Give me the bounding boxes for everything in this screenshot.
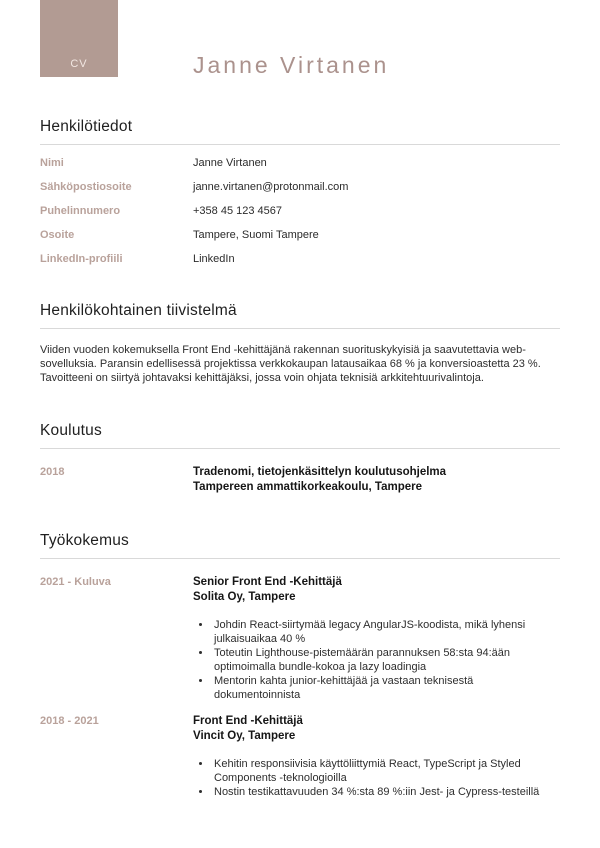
field-label: Nimi xyxy=(40,157,64,169)
education-entry-body xyxy=(193,465,560,495)
education-school: Tampereen ammattikorkeakoulu, Tampere xyxy=(193,481,423,493)
field-value: Janne Virtanen xyxy=(193,157,267,169)
cv-badge-label: CV xyxy=(70,58,88,70)
experience-bullet: • Kehitin responsiivisia käyttöliittymiä React, TypeScript ja Styled Components -teknologioilla xyxy=(212,757,560,785)
personal-info-list xyxy=(40,157,560,265)
section-personal xyxy=(40,118,560,265)
info-row-address xyxy=(40,229,560,241)
section-title-summary: Henkilökohtainen tiivistelmä xyxy=(40,302,237,319)
section-education xyxy=(40,422,560,495)
experience-bullet: • Mentorin kahta junior-kehittäjää ja vastaan teknisestä dokumentoinnista xyxy=(212,674,560,702)
experience-period: 2018 - 2021 xyxy=(40,715,99,727)
divider xyxy=(40,558,560,559)
experience-bullet: • Toteutin Lighthouse-pistemäärän parannuksen 58:sta 94:ään optimoimalla bundle-kokoa ja lazy loadingia xyxy=(212,646,560,674)
info-row-phone xyxy=(40,205,560,217)
field-value: +358 45 123 4567 xyxy=(193,205,283,217)
section-experience xyxy=(40,532,560,799)
info-row-name xyxy=(40,157,560,169)
page-title: Janne Virtanen xyxy=(193,52,390,78)
info-row-email xyxy=(40,181,560,193)
experience-company: Solita Oy, Tampere xyxy=(193,591,296,603)
cv-badge xyxy=(40,0,118,77)
section-title-experience: Työkokemus xyxy=(40,532,130,549)
experience-entry-body xyxy=(193,575,560,702)
info-row-linkedin xyxy=(40,253,560,265)
experience-role: Senior Front End -Kehittäjä xyxy=(193,576,342,588)
education-period: 2018 xyxy=(40,466,65,478)
experience-period: 2021 - Kuluva xyxy=(40,576,111,588)
field-value: LinkedIn xyxy=(193,253,235,265)
experience-entry xyxy=(40,575,560,702)
header xyxy=(40,0,560,77)
divider xyxy=(40,328,560,329)
divider xyxy=(40,144,560,145)
section-title-personal: Henkilötiedot xyxy=(40,118,133,135)
education-degree: Tradenomi, tietojenkäsittelyn koulutusohjelma xyxy=(193,466,447,478)
experience-bullet-list xyxy=(193,618,560,702)
divider xyxy=(40,448,560,449)
experience-company: Vincit Oy, Tampere xyxy=(193,730,296,742)
field-label: Sähköpostiosoite xyxy=(40,181,132,193)
section-summary xyxy=(40,302,560,385)
education-entry xyxy=(40,465,560,495)
field-value: janne.virtanen@protonmail.com xyxy=(193,181,349,193)
field-label: Osoite xyxy=(40,229,75,241)
field-label: Puhelinnumero xyxy=(40,205,121,217)
experience-bullet-list xyxy=(193,757,560,799)
field-value: Tampere, Suomi Tampere xyxy=(193,229,319,241)
experience-entry xyxy=(40,714,560,799)
experience-role: Front End -Kehittäjä xyxy=(193,715,303,727)
experience-bullet: • Nostin testikattavuuden 34 %:sta 89 %:iin Jest- ja Cypress-testeillä xyxy=(212,785,560,799)
field-label: LinkedIn-profiili xyxy=(40,253,123,265)
experience-entry-body xyxy=(193,714,560,799)
summary-paragraph: Viiden vuoden kokemuksella Front End -kehittäjänä rakennan suorituskykyisiä ja saavutettavia web-sovelluksia. Paransin edellisessä projektissa verkkokaupan latausaikaa 68 % ja konversioastetta 23 %. Tavoitteeni on siirtyä johtavaksi kehittäjäksi, jossa voin ohjata teknisiä arkkitehtuurivalintoja. xyxy=(40,344,541,384)
section-title-education: Koulutus xyxy=(40,422,102,439)
experience-bullet: • Johdin React-siirtymää legacy AngularJS-koodista, mikä lyhensi julkaisuaikaa 40 % xyxy=(212,618,560,646)
